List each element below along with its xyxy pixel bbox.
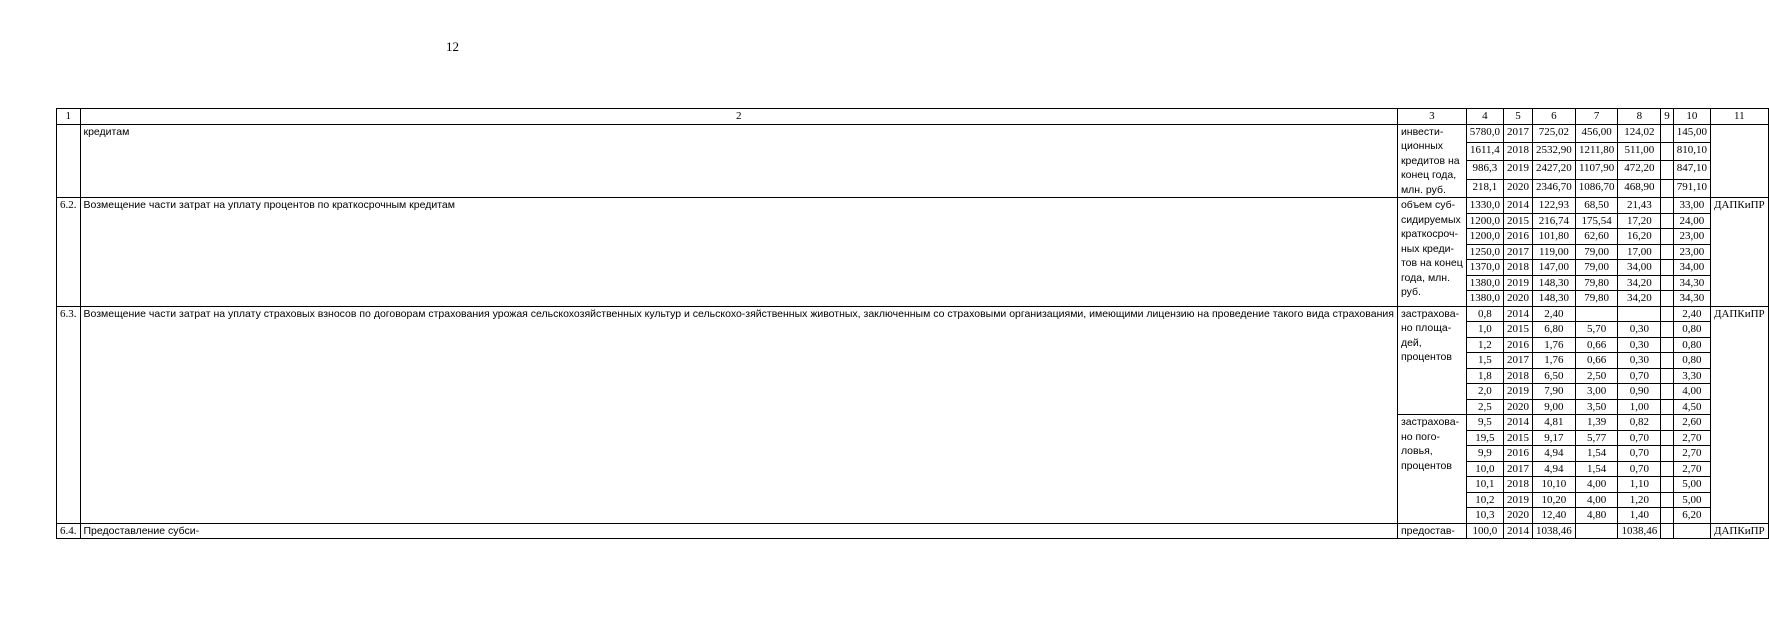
value-cell: 2018	[1503, 477, 1532, 493]
cell-line: года, млн.	[1400, 271, 1451, 284]
value-cell: 468,90	[1618, 179, 1661, 197]
table-row	[57, 523, 1769, 539]
cell-line: краткосроч-	[1400, 228, 1459, 240]
value-cell: 1,0	[1466, 322, 1503, 338]
value-cell: 0,70	[1618, 461, 1661, 477]
value-cell: 2016	[1503, 337, 1532, 353]
value-cell	[1661, 161, 1674, 179]
value-cell: 34,20	[1618, 275, 1661, 291]
value-cell: 2014	[1503, 415, 1532, 431]
value-cell: 62,60	[1575, 229, 1618, 245]
value-cell: 1,2	[1466, 337, 1503, 353]
value-cell	[1575, 523, 1618, 539]
value-cell: 5,00	[1673, 477, 1710, 493]
value-cell	[1661, 523, 1674, 539]
value-cell	[1673, 523, 1710, 539]
value-cell: 34,00	[1618, 260, 1661, 276]
value-cell: 0,66	[1575, 337, 1618, 353]
value-cell: 5,00	[1673, 492, 1710, 508]
column-header: 9	[1661, 109, 1674, 125]
cell-line: ных креди-	[1400, 242, 1454, 255]
header-row	[57, 109, 1769, 125]
value-cell: 2020	[1503, 179, 1532, 197]
value-cell: 1,10	[1618, 477, 1661, 493]
value-cell	[1661, 179, 1674, 197]
value-cell: 148,30	[1532, 275, 1575, 291]
item-number-cell: 6.4.	[57, 523, 81, 539]
value-cell: 12,40	[1532, 508, 1575, 524]
value-cell: 10,0	[1466, 461, 1503, 477]
cell-line: процентов	[1400, 351, 1452, 363]
value-cell	[1661, 142, 1674, 160]
value-cell: 23,00	[1673, 229, 1710, 245]
value-cell: 2,70	[1673, 461, 1710, 477]
value-cell: 34,20	[1618, 291, 1661, 307]
value-cell: 2,40	[1532, 306, 1575, 322]
value-cell	[1661, 306, 1674, 322]
measure-name-cell: Возмещение части затрат на уплату страховых взносов по договорам страхования урожая сельскохозяйственных культур и сельскохо-зяйственных животных, заключенным со страховыми организациями, имеющими лицензию на проведение такого вида страхования	[80, 306, 1397, 523]
cell-line: тов на конец	[1400, 257, 1463, 269]
value-cell	[1661, 291, 1674, 307]
value-cell: 1370,0	[1466, 260, 1503, 276]
value-cell: 2019	[1503, 161, 1532, 179]
column-header: 7	[1575, 109, 1618, 125]
value-cell	[1661, 446, 1674, 462]
column-header: 10	[1673, 109, 1710, 125]
value-cell: 9,5	[1466, 415, 1503, 431]
cell-line: сидируемых	[1400, 213, 1461, 226]
value-cell: 6,20	[1673, 508, 1710, 524]
cell-line: инвести-	[1400, 125, 1444, 138]
value-cell: 4,00	[1575, 492, 1618, 508]
value-cell: 2016	[1503, 229, 1532, 245]
item-number-cell: 6.2.	[57, 198, 81, 307]
indicator-cell	[1397, 306, 1466, 415]
value-cell	[1618, 306, 1661, 322]
value-cell: 1086,70	[1575, 179, 1618, 197]
value-cell: 2014	[1503, 306, 1532, 322]
cell-line: застрахова-	[1400, 307, 1460, 320]
value-cell: 21,43	[1618, 198, 1661, 214]
value-cell: 0,80	[1673, 353, 1710, 369]
value-cell: 17,20	[1618, 213, 1661, 229]
measure-name-cell: кредитам	[80, 124, 1397, 198]
value-cell: 1038,46	[1532, 523, 1575, 539]
value-cell: 10,10	[1532, 477, 1575, 493]
value-cell: 2019	[1503, 275, 1532, 291]
value-cell: 1,5	[1466, 353, 1503, 369]
cell-line: кредитов на	[1400, 154, 1460, 167]
program-table	[56, 108, 1769, 539]
cell-line: но площа-	[1400, 322, 1452, 334]
executor-cell: ДАПКиПР	[1710, 198, 1768, 307]
value-cell: 24,00	[1673, 213, 1710, 229]
value-cell: 511,00	[1618, 142, 1661, 160]
cell-line: дей,	[1400, 336, 1422, 349]
value-cell: 145,00	[1673, 124, 1710, 142]
column-header: 11	[1710, 109, 1768, 125]
value-cell: 7,90	[1532, 384, 1575, 400]
executor-cell: ДАПКиПР	[1710, 523, 1768, 539]
value-cell: 2015	[1503, 430, 1532, 446]
column-header: 1	[57, 109, 81, 125]
value-cell	[1661, 415, 1674, 431]
value-cell: 3,50	[1575, 399, 1618, 415]
value-cell: 4,50	[1673, 399, 1710, 415]
value-cell	[1661, 260, 1674, 276]
value-cell: 1200,0	[1466, 213, 1503, 229]
value-cell: 4,94	[1532, 446, 1575, 462]
value-cell: 2016	[1503, 446, 1532, 462]
item-number-cell	[57, 124, 81, 198]
value-cell: 2017	[1503, 244, 1532, 260]
value-cell: 9,00	[1532, 399, 1575, 415]
value-cell: 1,39	[1575, 415, 1618, 431]
page-number: 12	[446, 39, 459, 54]
value-cell: 79,80	[1575, 291, 1618, 307]
value-cell	[1661, 198, 1674, 214]
value-cell: 2018	[1503, 368, 1532, 384]
value-cell: 2017	[1503, 461, 1532, 477]
cell-line: ционных	[1400, 140, 1444, 152]
value-cell: 1,40	[1618, 508, 1661, 524]
value-cell: 1380,0	[1466, 275, 1503, 291]
value-cell: 10,3	[1466, 508, 1503, 524]
value-cell: 34,30	[1673, 291, 1710, 307]
value-cell: 5,77	[1575, 430, 1618, 446]
value-cell: 10,2	[1466, 492, 1503, 508]
value-cell: 1330,0	[1466, 198, 1503, 214]
value-cell	[1661, 477, 1674, 493]
cell-line: руб.	[1400, 286, 1421, 298]
table-row	[57, 306, 1769, 322]
value-cell: 124,02	[1618, 124, 1661, 142]
value-cell: 5780,0	[1466, 124, 1503, 142]
value-cell: 2,0	[1466, 384, 1503, 400]
table-row	[57, 198, 1769, 214]
value-cell: 19,5	[1466, 430, 1503, 446]
value-cell	[1661, 353, 1674, 369]
value-cell: 101,80	[1532, 229, 1575, 245]
value-cell: 0,70	[1618, 446, 1661, 462]
table-row	[57, 124, 1769, 142]
value-cell: 847,10	[1673, 161, 1710, 179]
cell-line: ловья,	[1400, 445, 1433, 457]
value-cell: 2019	[1503, 384, 1532, 400]
value-cell: 4,00	[1673, 384, 1710, 400]
cell-line: млн. руб.	[1400, 183, 1446, 196]
value-cell: 1038,46	[1618, 523, 1661, 539]
cell-line: конец года,	[1400, 169, 1457, 181]
value-cell: 2015	[1503, 322, 1532, 338]
value-cell: 725,02	[1532, 124, 1575, 142]
value-cell: 791,10	[1673, 179, 1710, 197]
value-cell: 147,00	[1532, 260, 1575, 276]
value-cell	[1661, 368, 1674, 384]
value-cell: 2,60	[1673, 415, 1710, 431]
value-cell: 2020	[1503, 399, 1532, 415]
item-number-cell: 6.3.	[57, 306, 81, 523]
value-cell: 2020	[1503, 508, 1532, 524]
executor-cell: ДАПКиПР	[1710, 306, 1768, 523]
value-cell: 2532,90	[1532, 142, 1575, 160]
value-cell: 2018	[1503, 142, 1532, 160]
executor-cell	[1710, 124, 1768, 198]
value-cell: 1380,0	[1466, 291, 1503, 307]
value-cell	[1661, 492, 1674, 508]
value-cell: 0,82	[1618, 415, 1661, 431]
value-cell: 34,00	[1673, 260, 1710, 276]
value-cell: 100,0	[1466, 523, 1503, 539]
value-cell: 218,1	[1466, 179, 1503, 197]
value-cell	[1661, 213, 1674, 229]
cell-line: процентов	[1400, 459, 1452, 472]
value-cell: 1,8	[1466, 368, 1503, 384]
value-cell: 0,70	[1618, 430, 1661, 446]
indicator-cell	[1397, 415, 1466, 524]
value-cell: 10,1	[1466, 477, 1503, 493]
indicator-cell: предостав-	[1397, 523, 1466, 539]
column-header: 8	[1618, 109, 1661, 125]
value-cell: 0,30	[1618, 337, 1661, 353]
value-cell: 0,30	[1618, 322, 1661, 338]
value-cell: 2020	[1503, 291, 1532, 307]
value-cell	[1661, 508, 1674, 524]
value-cell	[1575, 306, 1618, 322]
value-cell: 1,54	[1575, 446, 1618, 462]
cell-line: застрахова-	[1400, 416, 1460, 428]
value-cell: 6,80	[1532, 322, 1575, 338]
value-cell: 216,74	[1532, 213, 1575, 229]
value-cell: 23,00	[1673, 244, 1710, 260]
value-cell: 810,10	[1673, 142, 1710, 160]
value-cell: 10,20	[1532, 492, 1575, 508]
value-cell: 175,54	[1575, 213, 1618, 229]
value-cell: 1,20	[1618, 492, 1661, 508]
value-cell: 4,81	[1532, 415, 1575, 431]
value-cell: 6,50	[1532, 368, 1575, 384]
value-cell: 2,40	[1673, 306, 1710, 322]
value-cell: 1,54	[1575, 461, 1618, 477]
value-cell	[1661, 322, 1674, 338]
value-cell: 986,3	[1466, 161, 1503, 179]
value-cell: 1200,0	[1466, 229, 1503, 245]
value-cell: 0,70	[1618, 368, 1661, 384]
table-body	[57, 109, 1769, 539]
measure-name-cell: Возмещение части затрат на уплату процентов по краткосрочным кредитам	[80, 198, 1397, 307]
value-cell: 3,30	[1673, 368, 1710, 384]
value-cell: 0,80	[1673, 322, 1710, 338]
value-cell: 5,70	[1575, 322, 1618, 338]
value-cell: 68,50	[1575, 198, 1618, 214]
value-cell: 4,80	[1575, 508, 1618, 524]
value-cell	[1661, 399, 1674, 415]
value-cell: 4,94	[1532, 461, 1575, 477]
indicator-cell	[1397, 198, 1466, 307]
value-cell	[1661, 337, 1674, 353]
value-cell	[1661, 124, 1674, 142]
value-cell: 2017	[1503, 353, 1532, 369]
indicator-cell	[1397, 124, 1466, 198]
value-cell: 2,5	[1466, 399, 1503, 415]
value-cell: 148,30	[1532, 291, 1575, 307]
value-cell: 1,76	[1532, 337, 1575, 353]
value-cell: 1107,90	[1575, 161, 1618, 179]
value-cell: 2346,70	[1532, 179, 1575, 197]
value-cell: 2017	[1503, 124, 1532, 142]
value-cell: 119,00	[1532, 244, 1575, 260]
value-cell: 79,00	[1575, 244, 1618, 260]
column-header: 4	[1466, 109, 1503, 125]
value-cell: 1250,0	[1466, 244, 1503, 260]
value-cell: 3,00	[1575, 384, 1618, 400]
value-cell: 17,00	[1618, 244, 1661, 260]
value-cell: 456,00	[1575, 124, 1618, 142]
column-header: 6	[1532, 109, 1575, 125]
value-cell: 2015	[1503, 213, 1532, 229]
value-cell: 2018	[1503, 260, 1532, 276]
value-cell: 1211,80	[1575, 142, 1618, 160]
value-cell	[1661, 430, 1674, 446]
value-cell	[1661, 244, 1674, 260]
value-cell	[1661, 384, 1674, 400]
value-cell: 472,20	[1618, 161, 1661, 179]
value-cell	[1661, 461, 1674, 477]
cell-line: но пого-	[1400, 430, 1440, 443]
column-header: 5	[1503, 109, 1532, 125]
measure-name-cell: Предоставление субси-	[80, 523, 1397, 539]
value-cell: 122,93	[1532, 198, 1575, 214]
value-cell: 33,00	[1673, 198, 1710, 214]
value-cell: 0,90	[1618, 384, 1661, 400]
value-cell: 1,00	[1618, 399, 1661, 415]
value-cell	[1661, 275, 1674, 291]
value-cell: 34,30	[1673, 275, 1710, 291]
value-cell: 2,70	[1673, 446, 1710, 462]
column-header: 2	[80, 109, 1397, 125]
value-cell: 2014	[1503, 523, 1532, 539]
value-cell: 0,80	[1673, 337, 1710, 353]
value-cell: 4,00	[1575, 477, 1618, 493]
cell-line: объем суб-	[1400, 199, 1456, 211]
value-cell: 16,20	[1618, 229, 1661, 245]
value-cell: 0,66	[1575, 353, 1618, 369]
column-header: 3	[1397, 109, 1466, 125]
value-cell: 9,17	[1532, 430, 1575, 446]
value-cell: 2014	[1503, 198, 1532, 214]
value-cell: 79,80	[1575, 275, 1618, 291]
value-cell: 2019	[1503, 492, 1532, 508]
value-cell: 2,70	[1673, 430, 1710, 446]
value-cell: 0,8	[1466, 306, 1503, 322]
value-cell: 1,76	[1532, 353, 1575, 369]
value-cell	[1661, 229, 1674, 245]
value-cell: 2427,20	[1532, 161, 1575, 179]
value-cell: 2,50	[1575, 368, 1618, 384]
value-cell: 9,9	[1466, 446, 1503, 462]
value-cell: 1611,4	[1466, 142, 1503, 160]
value-cell: 79,00	[1575, 260, 1618, 276]
value-cell: 0,30	[1618, 353, 1661, 369]
